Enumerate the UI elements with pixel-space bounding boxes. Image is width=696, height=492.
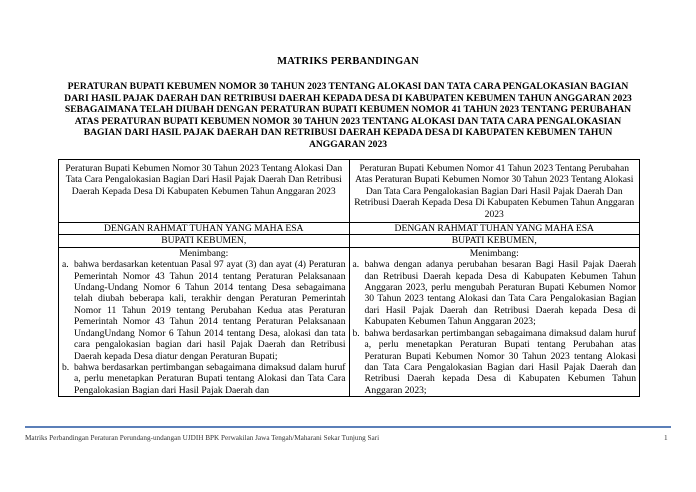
item-text: bahwa dengan adanya perubahan besaran Bagi Hasil Pajak Daerah dan Retribusi Daerah kepada Desa di Kabupaten Kebumen Tahun Anggaran 2023, perlu mengubah Peraturan Bupati Kebumen Nomor 30 Tahun 2023 tentang Alokasi dan Tata Cara Pengalokasian Bagian dari Hasil Pajak Daerah dan Retribusi Daerah kepada Desa di Kabupaten Kebumen Tahun Anggaran 2023; bbox=[364, 259, 636, 328]
left-considerations bbox=[59, 247, 350, 396]
left-menimbang-label: Menimbang: bbox=[179, 247, 229, 259]
comparison-table bbox=[58, 159, 640, 397]
table-row bbox=[59, 235, 640, 247]
left-column-header: Peraturan Bupati Kebumen Nomor 30 Tahun 2023 Tentang Alokasi Dan Tata Cara Pengalokasian Bagian Dari Hasil Pajak Daerah Dan Retribusi Daerah Kepada Desa Di Kabupaten Kebumen Tahun Anggaran 2023 bbox=[59, 160, 350, 223]
document-subtitle: PERATURAN BUPATI KEBUMEN NOMOR 30 TAHUN 2023 TENTANG ALOKASI DAN TATA CARA PENGALOKASIAN BAGIAN DARI HASIL PAJAK DAERAH DAN RETRIBUSI DAERAH KEPADA DESA DI KABUPATEN KEBUMEN TAHUN ANGGARAN 2023 SEBAGAIMANA TELAH DIUBAH DENGAN PERATURAN BUPATI KEBUMEN NOMOR 41 TAHUN 2023 TENTANG PERUBAHAN ATAS PERATURAN BUPATI KEBUMEN NOMOR 30 TAHUN 2023 TENTANG ALOKASI DAN TATA CARA PENGALOKASIAN BAGIAN DARI HASIL PAJAK DAERAH DAN RETRIBUSI DAERAH KEPADA DESA DI KABUPATEN KEBUMEN TAHUN ANGGARAN 2023 bbox=[64, 81, 632, 150]
right-bupati: BUPATI KEBUMEN, bbox=[349, 235, 640, 247]
item-text: bahwa berdasarkan pertimbangan sebagaimana dimaksud dalam huruf a, perlu menetapkan Peraturan Bupati tentang Perubahan atas Peraturan Bupati Kebumen Nomor 30 Tahun 2023 tentang Alokasi dan Tata Cara Pengalokasian Bagian dari Hasil Pajak Daerah dan Retribusi Daerah kepada Desa di Kabupaten Kebumen Tahun Anggaran 2023; bbox=[364, 327, 636, 396]
document-title: MATRIKS PERBANDINGAN bbox=[277, 56, 419, 67]
footer-divider bbox=[25, 426, 671, 428]
item-label: b. bbox=[352, 327, 360, 339]
footer-text: Matriks Perbandingan Peraturan Perundang-undangan UJDIH BPK Perwakilan Jawa Tengah/Maharani Sekar Tunjung Sari bbox=[25, 434, 380, 442]
list-item bbox=[62, 259, 346, 362]
right-considerations bbox=[349, 247, 640, 396]
list-item bbox=[353, 259, 637, 327]
left-bupati: BUPATI KEBUMEN, bbox=[59, 235, 350, 247]
right-menimbang-label: Menimbang: bbox=[469, 247, 519, 259]
list-item bbox=[353, 328, 637, 396]
table-row bbox=[59, 223, 640, 235]
item-label: a. bbox=[352, 259, 360, 271]
right-column-header: Peraturan Bupati Kebumen Nomor 41 Tahun 2023 Tentang Perubahan Atas Peraturan Bupati Kebumen Nomor 30 Tahun 2023 Tentang Alokasi Dan Tata Cara Pengalokasian Bagian Dari Hasil Pajak Daerah Dan Retribusi Daerah Kepada Desa Di Kabupaten Kebumen Tahun Anggaran 2023 bbox=[349, 160, 640, 223]
item-label: b. bbox=[62, 361, 70, 373]
left-rahmat: DENGAN RAHMAT TUHAN YANG MAHA ESA bbox=[59, 223, 350, 235]
list-item bbox=[62, 362, 346, 396]
item-label: a. bbox=[62, 259, 69, 271]
item-text: bahwa berdasarkan ketentuan Pasal 97 ayat (3) dan ayat (4) Peraturan Pemerintah Nomor 43 Tahun 2014 tentang Peraturan Pelaksanaan Undang-Undang Nomor 6 Tahun 2014 tentang Desa sebagaimana telah diubah beberapa kali, terakhir dengan Peraturan Pemerintah Nomor 11 Tahun 2019 tentang Perubahan Kedua atas Peraturan Pemerintah Nomor 43 Tahun 2014 tentang Peraturan Pelaksanaan UndangUndang Nomor 6 Tahun 2014 tentang Desa, alokasi dan tata cara pengalokasian bagian dari hasil Pajak Daerah dan Retribusi Daerah kepada Desa diatur dengan Peraturan Bupati; bbox=[74, 259, 346, 362]
right-rahmat: DENGAN RAHMAT TUHAN YANG MAHA ESA bbox=[349, 223, 640, 235]
page-number: 1 bbox=[664, 434, 668, 442]
item-text: bahwa berdasarkan pertimbangan sebagaimana dimaksud dalam huruf a, perlu menetapkan Peraturan Bupati tentang Alokasi dan Tata Cara Pengalokasian Bagian dari Hasil Pajak Daerah dan bbox=[74, 361, 346, 396]
table-row bbox=[59, 247, 640, 396]
table-header-row bbox=[59, 160, 640, 223]
